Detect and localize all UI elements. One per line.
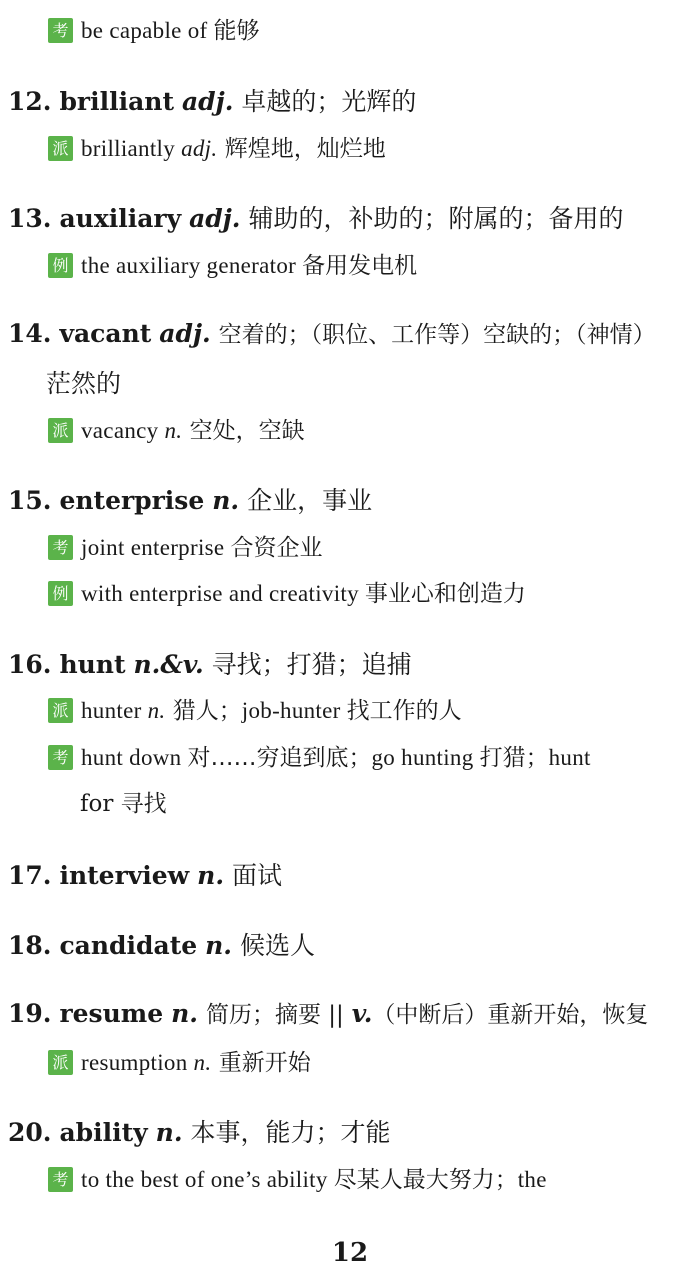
list-item: 考 be capable of 能够: [48, 12, 700, 45]
entry-heading: 20. ability n. 本事，能力；才能: [8, 1118, 391, 1147]
list-item: 例 the auxiliary generator 备用发电机: [48, 247, 700, 280]
list-item: 派 resumption n. 重新开始: [48, 1044, 700, 1077]
tag-badge: 派: [48, 1050, 73, 1075]
tag-badge: 派: [48, 136, 73, 161]
page-number: 12: [331, 1238, 369, 1268]
entry-heading: 13. auxiliary adj. 辅助的，补助的；附属的；备用的: [8, 204, 624, 233]
tag-badge: 例: [48, 253, 73, 278]
tag-badge: 例: [48, 581, 73, 606]
tag-badge: 派: [48, 698, 73, 723]
tag-badge: 考: [48, 535, 73, 560]
entry-heading: 17. interview n. 面试: [8, 861, 283, 890]
list-item: 考 hunt down 对……穷追到底；go hunting 打猎；hunt: [48, 739, 700, 772]
list-item: 考 joint enterprise 合资企业: [48, 529, 700, 562]
entry-heading: 16. hunt n.&v. 寻找；打猎；追捕: [8, 650, 412, 679]
entry-heading: 15. enterprise n. 企业，事业: [8, 486, 373, 515]
entry-heading: 12. brilliant adj. 卓越的；光辉的: [8, 87, 417, 116]
tag-badge: 考: [48, 18, 73, 43]
entry-heading: 14. vacant adj. 空着的；（职位、工作等）空缺的；（神情）: [8, 319, 656, 348]
entry-heading: 18. candidate n. 候选人: [8, 931, 315, 960]
list-item: 派 hunter n. 猎人；job-hunter 找工作的人: [48, 692, 700, 725]
list-item: 派 vacancy n. 空处，空缺: [48, 412, 700, 445]
list-item: 例 with enterprise and creativity 事业心和创造力: [48, 575, 700, 608]
entry-heading-continuation: 茫然的: [46, 369, 122, 398]
list-item-continuation: for 寻找: [80, 791, 167, 817]
list-item: 派 brilliantly adj. 辉煌地，灿烂地: [48, 130, 700, 163]
entry-heading: 19. resume n. 简历；摘要 || v.（中断后）重新开始，恢复: [8, 999, 649, 1028]
tag-badge: 考: [48, 1167, 73, 1192]
tag-badge: 考: [48, 745, 73, 770]
list-item: 考 to the best of one’s ability 尽某人最大努力；the: [48, 1161, 700, 1194]
tag-badge: 派: [48, 418, 73, 443]
